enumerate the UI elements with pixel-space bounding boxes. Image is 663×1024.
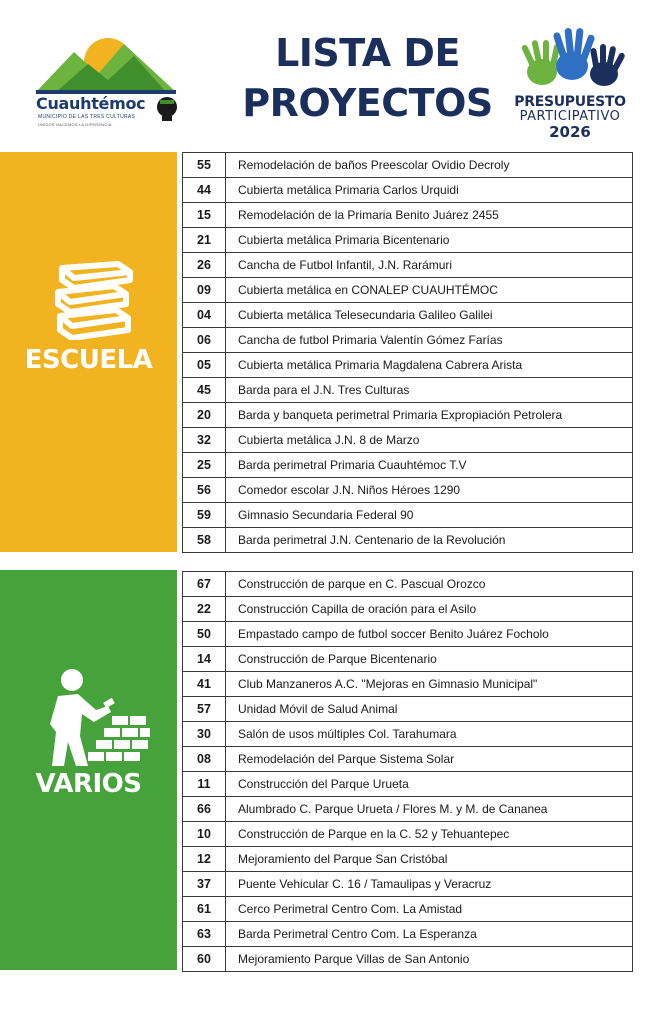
project-number: 32 (183, 428, 226, 453)
table-row (183, 747, 633, 772)
project-name: Construcción de Parque Bicentenario (226, 647, 633, 672)
project-number: 67 (183, 572, 226, 597)
table-row (183, 597, 633, 622)
project-number: 59 (183, 503, 226, 528)
table-row (183, 647, 633, 672)
project-name: Construcción de parque en C. Pascual Orozco (226, 572, 633, 597)
project-number: 21 (183, 228, 226, 253)
bricklayer-icon (38, 666, 152, 770)
project-name: Cancha de Futbol Infantil, J.N. Rarámuri (226, 253, 633, 278)
project-name: Remodelación de baños Preescolar Ovidio Decroly (226, 153, 633, 178)
table-row (183, 822, 633, 847)
table-row (183, 203, 633, 228)
project-name: Construcción del Parque Urueta (226, 772, 633, 797)
table-row (183, 922, 633, 947)
table-row (183, 178, 633, 203)
table-row (183, 353, 633, 378)
project-name: Alumbrado C. Parque Urueta / Flores M. y M. de Cananea (226, 797, 633, 822)
table-row (183, 378, 633, 403)
table-row (183, 303, 633, 328)
project-number: 20 (183, 403, 226, 428)
project-number: 06 (183, 328, 226, 353)
logo-name: Cuauhtémoc (36, 94, 146, 113)
project-name: Barda Perimetral Centro Com. La Esperanza (226, 922, 633, 947)
project-number: 08 (183, 747, 226, 772)
table-row (183, 722, 633, 747)
table-row (183, 153, 633, 178)
table-row (183, 897, 633, 922)
project-name: Cubierta metálica J.N. 8 de Marzo (226, 428, 633, 453)
project-number: 14 (183, 647, 226, 672)
project-name: Empastado campo de futbol soccer Benito Juárez Focholo (226, 622, 633, 647)
project-name: Gimnasio Secundaria Federal 90 (226, 503, 633, 528)
project-name: Barda perimetral J.N. Centenario de la Revolución (226, 528, 633, 553)
project-name: Barda y banqueta perimetral Primaria Expropiación Petrolera (226, 403, 633, 428)
project-number: 11 (183, 772, 226, 797)
project-number: 12 (183, 847, 226, 872)
page-title (225, 28, 510, 128)
varios-label: VARIOS (35, 769, 142, 799)
project-number: 50 (183, 622, 226, 647)
logo-tagline: UNIDOS HACEMOS LA DIFERENCIA (38, 122, 112, 127)
project-name: Barda perimetral Primaria Cuauhtémoc T.V (226, 453, 633, 478)
escuela-label: ESCUELA (24, 345, 153, 375)
project-number: 55 (183, 153, 226, 178)
project-name: Construcción Capilla de oración para el Asilo (226, 597, 633, 622)
project-number: 61 (183, 897, 226, 922)
project-number: 56 (183, 478, 226, 503)
table-row (183, 672, 633, 697)
project-name: Remodelación del Parque Sistema Solar (226, 747, 633, 772)
escuela-section-band (0, 152, 177, 552)
table-row (183, 697, 633, 722)
table-row (183, 572, 633, 597)
project-name: Construcción de Parque en la C. 52 y Tehuantepec (226, 822, 633, 847)
mountains-sun-icon (36, 34, 186, 96)
table-row (183, 772, 633, 797)
table-row (183, 947, 633, 972)
project-number: 10 (183, 822, 226, 847)
project-number: 58 (183, 528, 226, 553)
logo-subtitle: MUNICIPIO DE LAS TRES CULTURAS (38, 114, 136, 120)
table-row (183, 622, 633, 647)
cuauhtemoc-logo (36, 34, 186, 134)
escuela-project-table (182, 152, 633, 553)
table-row (183, 253, 633, 278)
table-row (183, 503, 633, 528)
project-number: 30 (183, 722, 226, 747)
project-name: Cubierta metálica en CONALEP CUAUHTÉMOC (226, 278, 633, 303)
table-row (183, 847, 633, 872)
project-number: 57 (183, 697, 226, 722)
project-name: Mejoramiento del Parque San Cristóbal (226, 847, 633, 872)
hands-icon (508, 26, 632, 94)
table-row (183, 428, 633, 453)
table-row (183, 228, 633, 253)
table-row (183, 453, 633, 478)
project-name: Mejoramiento Parque Villas de San Antonio (226, 947, 633, 972)
table-row (183, 528, 633, 553)
project-number: 37 (183, 872, 226, 897)
project-name: Salón de usos múltiples Col. Tarahumara (226, 722, 633, 747)
project-name: Club Manzaneros A.C. "Mejoras en Gimnasio Municipal" (226, 672, 633, 697)
project-name: Cerco Perimetral Centro Com. La Amistad (226, 897, 633, 922)
project-name: Puente Vehicular C. 16 / Tamaulipas y Veracruz (226, 872, 633, 897)
table-row (183, 328, 633, 353)
project-name: Remodelación de la Primaria Benito Juárez 2455 (226, 203, 633, 228)
project-number: 45 (183, 378, 226, 403)
logo-line-2: PARTICIPATIVO (519, 109, 621, 124)
project-number: 09 (183, 278, 226, 303)
project-number: 41 (183, 672, 226, 697)
project-number: 66 (183, 797, 226, 822)
project-name: Cancha de futbol Primaria Valentín Gómez Farías (226, 328, 633, 353)
project-number: 26 (183, 253, 226, 278)
table-row (183, 478, 633, 503)
project-name: Unidad Móvil de Salud Animal (226, 697, 633, 722)
project-number: 60 (183, 947, 226, 972)
project-name: Barda para el J.N. Tres Culturas (226, 378, 633, 403)
project-number: 44 (183, 178, 226, 203)
logo-line-1: PRESUPUESTO (514, 94, 626, 110)
warrior-emblem-icon (156, 96, 178, 122)
project-number: 25 (183, 453, 226, 478)
books-icon (50, 260, 134, 340)
project-number: 22 (183, 597, 226, 622)
project-number: 04 (183, 303, 226, 328)
project-number: 63 (183, 922, 226, 947)
project-name: Comedor escolar J.N. Niños Héroes 1290 (226, 478, 633, 503)
project-number: 15 (183, 203, 226, 228)
title-line-1: LISTA DE (275, 31, 460, 75)
table-row (183, 403, 633, 428)
presupuesto-participativo-logo (508, 26, 632, 146)
project-name: Cubierta metálica Telesecundaria Galileo Galilei (226, 303, 633, 328)
title-line-2: PROYECTOS (242, 81, 493, 125)
varios-project-table (182, 571, 633, 972)
logo-line-3: 2026 (549, 123, 591, 141)
table-row (183, 797, 633, 822)
project-number: 05 (183, 353, 226, 378)
table-row (183, 872, 633, 897)
project-name: Cubierta metálica Primaria Bicentenario (226, 228, 633, 253)
project-name: Cubierta metálica Primaria Carlos Urquidi (226, 178, 633, 203)
project-name: Cubierta metálica Primaria Magdalena Cabrera Arista (226, 353, 633, 378)
varios-section-band (0, 570, 177, 970)
table-row (183, 278, 633, 303)
